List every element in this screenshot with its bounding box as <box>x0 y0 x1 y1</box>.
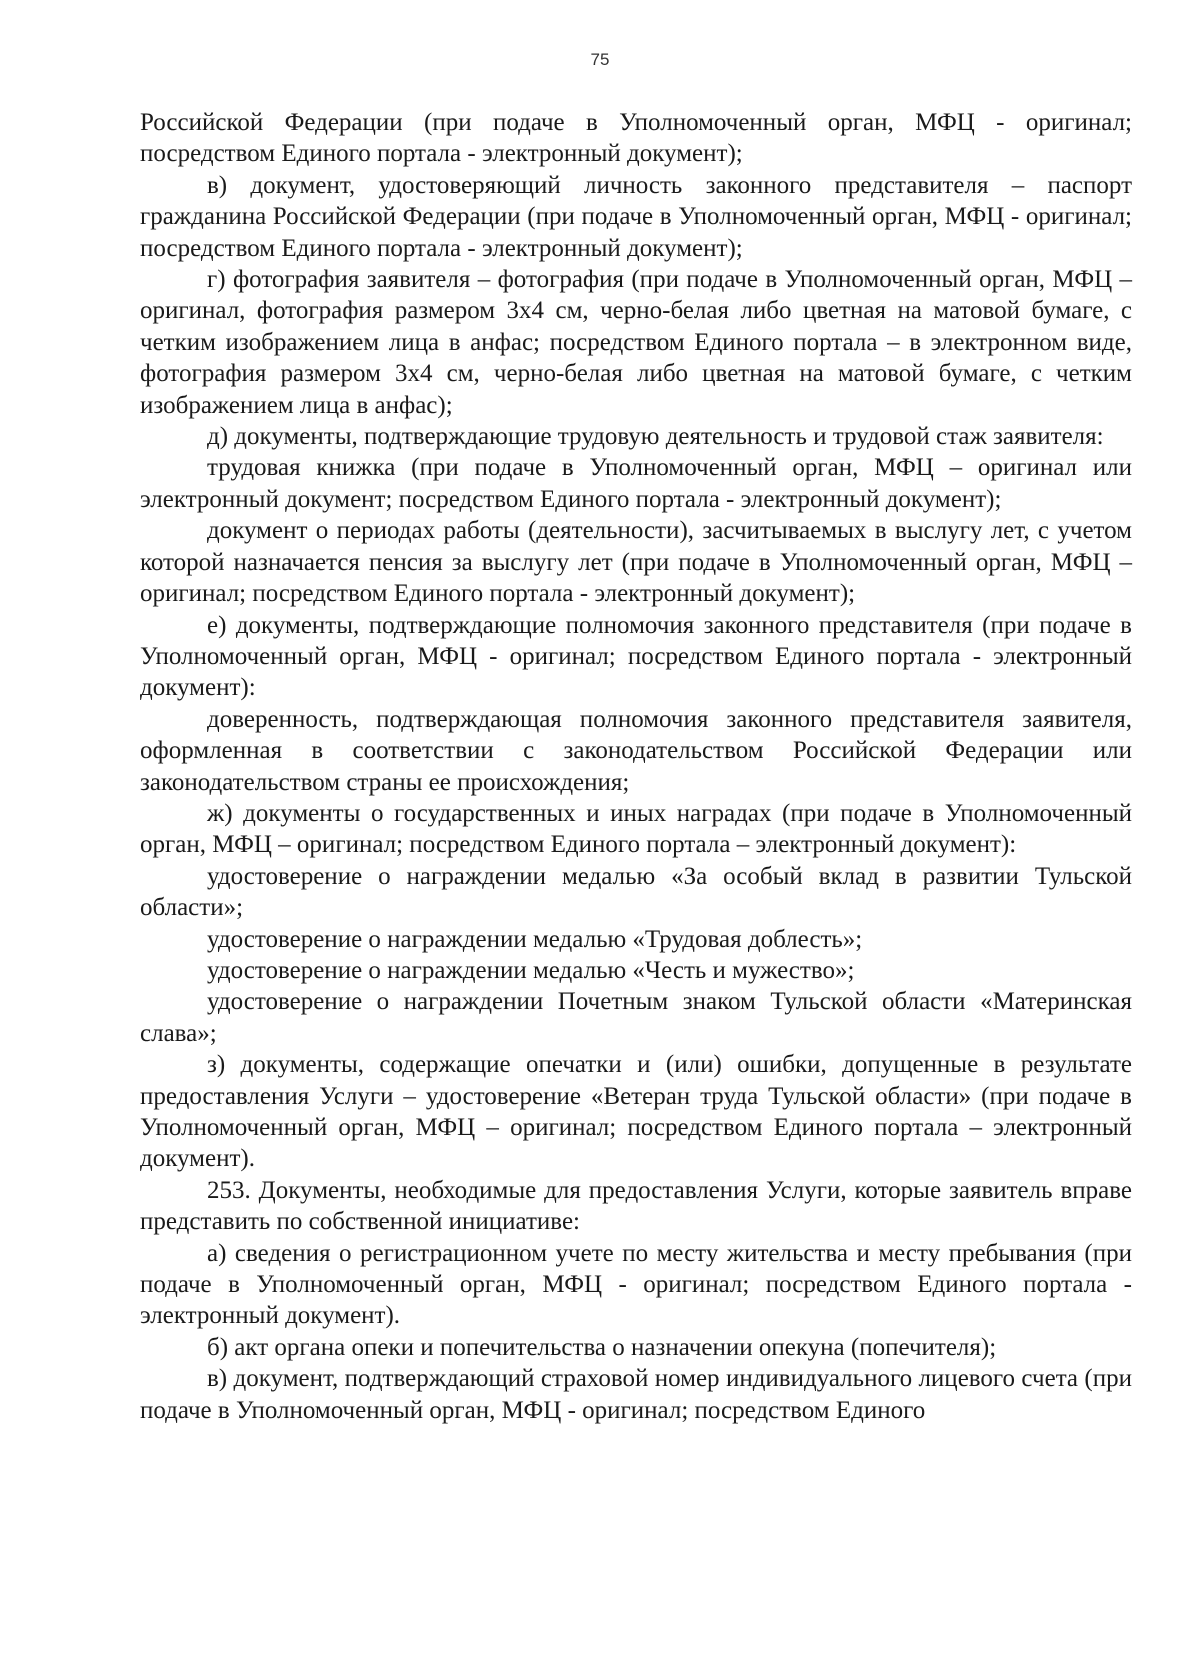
paragraph-continuation: Российской Федерации (при подаче в Уполномоченный орган, МФЦ - оригинал; посредством Единого портала - электронный документ); <box>140 109 1132 168</box>
document-body <box>140 107 1132 1426</box>
paragraph-medal-labor-valor: удостоверение о награждении медалью «Трудовая доблесть»; <box>207 925 863 953</box>
paragraph-item-g: г) фотография заявителя – фотография (при подаче в Уполномоченный орган, МФЦ – оригинал, фотография размером 3х4 см, черно-белая либо цветная на матовой бумаге, с четким изображением лица в анфас; посредством Единого портала – в электронном виде, фотография размером 3х4 см, черно-белая либо цветная на матовой бумаге, с четким изображением лица в анфас); <box>140 266 1132 419</box>
paragraph-item-zh: ж) документы о государственных и иных наградах (при подаче в Уполномоченный орган, МФЦ – оригинал; посредством Единого портала – электронный документ): <box>140 799 1132 859</box>
paragraph-medal-special-contribution: удостоверение о награждении медалью «За особый вклад в развитии Тульской области»; <box>140 862 1132 922</box>
paragraph-power-of-attorney: доверенность, подтверждающая полномочия законного представителя заявителя, оформленная в соответствии с законодательством Российской Федерации или законодательством страны ее происхождения; <box>140 705 1132 796</box>
page-number: 75 <box>590 50 610 69</box>
paragraph-item-b: б) акт органа опеки и попечительства о назначении опекуна (попечителя); <box>207 1333 997 1361</box>
paragraph-item-z: з) документы, содержащие опечатки и (или) ошибки, допущенные в результате предоставления Услуги – удостоверение «Ветеран труда Тульской области» (при подаче в Уполномоченный орган, МФЦ – оригинал; посредством Единого портала – электронный документ). <box>140 1051 1132 1173</box>
paragraph-item-e: е) документы, подтверждающие полномочия законного представителя (при подаче в Уполномоченный орган, МФЦ - оригинал; посредством Единого портала - электронный документ): <box>140 611 1132 702</box>
paragraph-item-d: д) документы, подтверждающие трудовую деятельность и трудовой стаж заявителя: <box>207 423 1104 451</box>
paragraph-item-a: а) сведения о регистрационном учете по месту жительства и месту пребывания (при подаче в Уполномоченный орган, МФЦ - оригинал; посредством Единого портала - электронный документ). <box>140 1239 1132 1330</box>
paragraph-badge-maternal-glory: удостоверение о награждении Почетным знаком Тульской области «Материнская слава»; <box>140 988 1132 1047</box>
paragraph-item-v-snils: в) документ, подтверждающий страховой номер индивидуального лицевого счета (при подаче в Уполномоченный орган, МФЦ - оригинал; посредством Единого <box>140 1365 1132 1424</box>
paragraph-medal-honor-courage: удостоверение о награждении медалью «Честь и мужество»; <box>207 956 855 984</box>
paragraph-item-v: в) документ, удостоверяющий личность законного представителя – паспорт гражданина Российской Федерации (при подаче в Уполномоченный орган, МФЦ - оригинал; посредством Единого портала - электронный документ); <box>140 171 1132 262</box>
paragraph-labor-book: трудовая книжка (при подаче в Уполномоченный орган, МФЦ – оригинал или электронный документ; посредством Единого портала - электронный документ); <box>140 454 1132 513</box>
paragraph-work-periods: документ о периодах работы (деятельности), засчитываемых в выслугу лет, с учетом которой назначается пенсия за выслугу лет (при подаче в Уполномоченный орган, МФЦ – оригинал; посредством Единого портала - электронный документ); <box>140 517 1132 608</box>
paragraph-section-253: 253. Документы, необходимые для предоставления Услуги, которые заявитель вправе представить по собственной инициативе: <box>140 1176 1132 1236</box>
